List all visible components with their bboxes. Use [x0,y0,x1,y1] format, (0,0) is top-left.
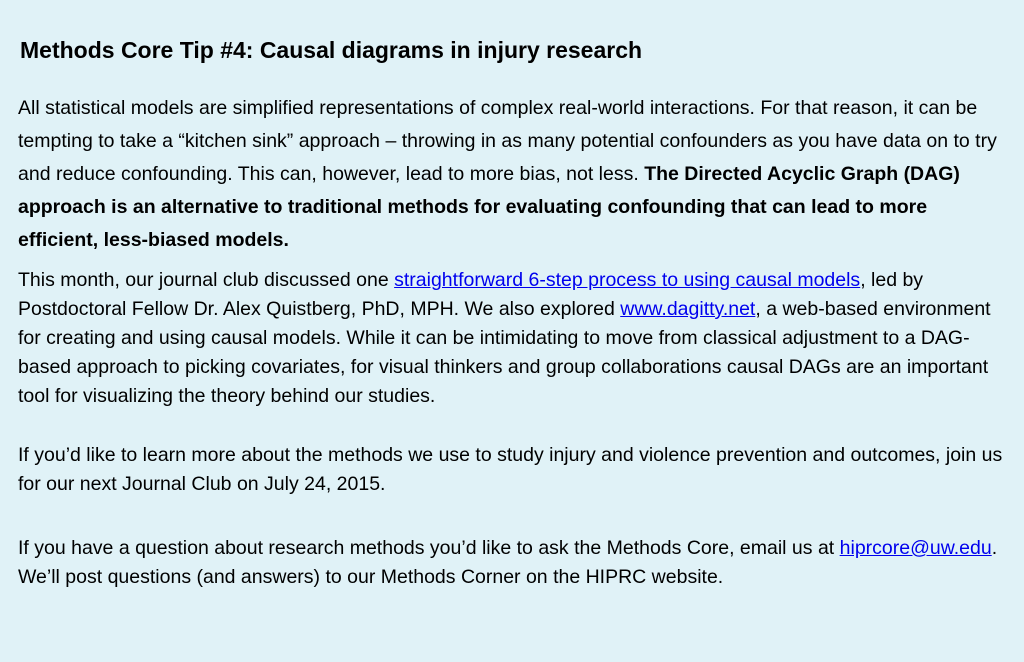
paragraph-journal-club [18,266,1006,411]
contact-text-start: If you have a question about research methods you’d like to ask the Methods Core, email us at [18,537,840,559]
paragraph-intro [18,92,1006,257]
email-link[interactable]: hiprcore@uw.edu [839,537,992,559]
journal-club-text-mid: , led by Postdoctoral Fellow Dr. Alex Quistberg, PhD, MPH. We also explored [18,269,924,320]
contact-text-end: . We’ll post questions (and answers) to our Methods Corner on the HIPRC website. [18,537,998,588]
causal-models-process-link[interactable]: straightforward 6-step process to using causal models [394,269,861,291]
intro-text: All statistical models are simplified representations of complex real-world interactions. For that reason, it can be tempting to take a “kitchen sink” approach – throwing in as many potential confounders as you have data on to try and reduce confounding. This can, however, lead to more bias, not less. [18,97,997,185]
dagitty-link[interactable]: www.dagitty.net [620,298,756,320]
journal-club-text-start: This month, our journal club discussed one [18,269,395,291]
paragraph-next-journal-club: If you’d like to learn more about the methods we use to study injury and violence prevention and outcomes, join us for our next Journal Club on July 24, 2015. [18,444,1003,495]
paragraph-contact [18,534,1006,592]
journal-club-text-end: , a web-based environment for creating and using causal models. While it can be intimidating to move from classical adjustment to a DAG-based approach to picking covariates, for visual thinkers and group collaborations causal DAGs are an important tool for visualizing the theory behind our studies. [18,298,991,407]
intro-bold-text: The Directed Acyclic Graph (DAG) approach is an alternative to traditional methods for evaluating confounding that can lead to more efficient, less-biased models. [18,163,960,251]
document-title: Methods Core Tip #4: Causal diagrams in injury research [20,37,643,63]
